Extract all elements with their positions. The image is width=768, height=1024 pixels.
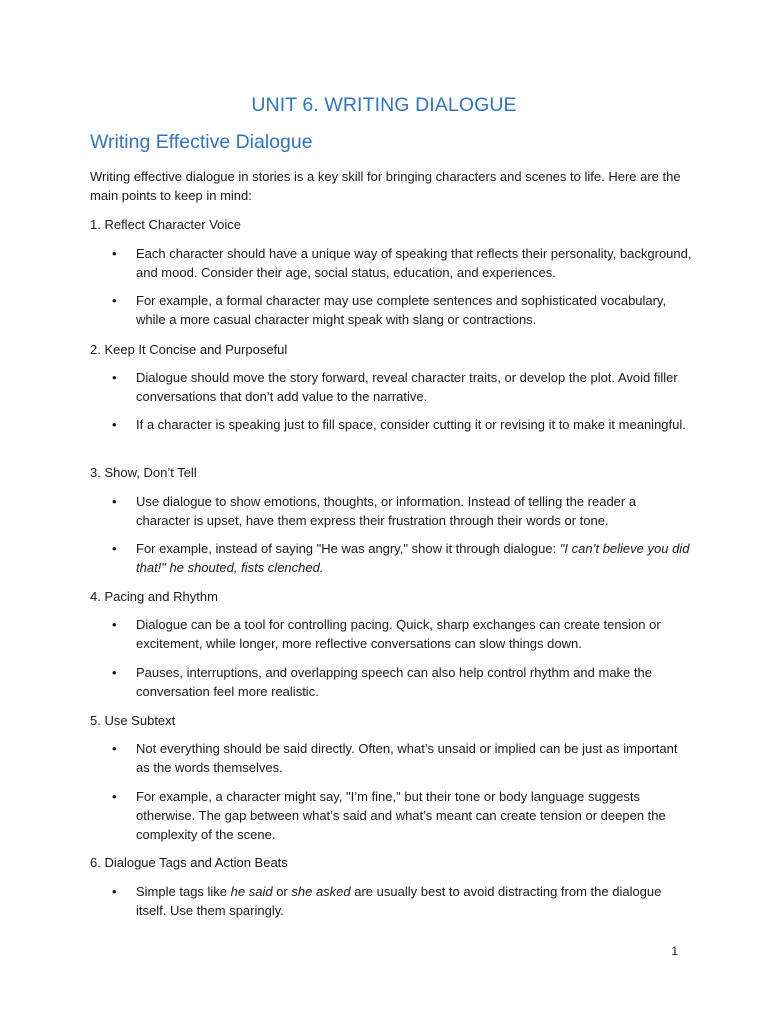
list-item-text: For example, a formal character may use complete sentences and sophisticated vocabulary, while a more casual character might speak with slang or contractions. — [136, 293, 667, 327]
page-number: 1 — [671, 944, 678, 958]
list-item — [112, 787, 692, 844]
list-item-text — [136, 882, 692, 920]
list-item — [112, 539, 692, 577]
subheading-reflect-character-voice: 1. Reflect Character Voice — [90, 217, 242, 232]
section-heading: Writing Effective Dialogue — [90, 131, 313, 153]
subheading-use-subtext: 5. Use Subtext — [90, 713, 176, 728]
bullet-icon: • — [112, 789, 117, 804]
list-item-text-plain: For example, instead of saying "He was angry," show it through dialogue: — [136, 541, 560, 556]
bullet-icon: • — [112, 617, 117, 632]
list-item-text: If a character is speaking just to fill space, consider cutting it or revising it to make it meaningful. — [136, 417, 686, 432]
list-item-text: Pauses, interruptions, and overlapping speech can also help control rhythm and make the conversation feel more realistic. — [136, 665, 652, 699]
bullet-icon: • — [112, 246, 117, 261]
list-item — [112, 291, 692, 329]
list-item — [112, 492, 692, 530]
bullet-icon: • — [112, 884, 117, 899]
bullet-icon: • — [112, 541, 117, 556]
list-item-text: For example, a character might say, "I’m fine," but their tone or body language suggests otherwise. The gap between what’s said and what’s meant can create tension or deepen the complexity of the scene. — [136, 789, 666, 842]
subheading-keep-it-concise: 2. Keep It Concise and Purposeful — [90, 342, 288, 357]
list-item-text — [136, 539, 692, 577]
tag-example-he-said: he said — [230, 884, 273, 899]
list-item-text-plain: are usually best to avoid distracting from the dialogue itself. Use them sparingly. — [136, 884, 662, 918]
list-item-text: Each character should have a unique way of speaking that reflects their personality, background, and mood. Consider their age, social status, education, and experiences. — [136, 246, 692, 280]
list-item-text: Not everything should be said directly. Often, what’s unsaid or implied can be just as important as the words themselves. — [136, 741, 678, 775]
bullet-icon: • — [112, 665, 117, 680]
unit-title: UNIT 6. WRITING DIALOGUE — [251, 94, 517, 116]
intro-paragraph: Writing effective dialogue in stories is a key skill for bringing characters and scenes to life. Here are the main points to keep in mind: — [90, 169, 681, 203]
list-item — [112, 739, 692, 777]
list-item-text: Dialogue can be a tool for controlling pacing. Quick, sharp exchanges can create tension or excitement, while longer, more reflective conversations can slow things down. — [136, 617, 661, 651]
list-item-text-plain: Simple tags like — [136, 884, 231, 899]
bullet-icon: • — [112, 741, 117, 756]
subheading-pacing-and-rhythm: 4. Pacing and Rhythm — [90, 589, 218, 604]
list-item — [112, 615, 692, 653]
bullet-icon: • — [112, 293, 117, 308]
bullet-icon: • — [112, 494, 117, 509]
subheading-show-dont-tell: 3. Show, Don’t Tell — [90, 465, 197, 480]
list-item — [112, 244, 692, 282]
list-item-text-plain: or — [272, 884, 292, 899]
subheading-dialogue-tags: 6. Dialogue Tags and Action Beats — [90, 855, 288, 870]
list-item — [112, 368, 692, 406]
bullet-icon: • — [112, 370, 117, 385]
list-item-text: Use dialogue to show emotions, thoughts, or information. Instead of telling the reader a character is upset, have them express their frustration through their words or tone. — [136, 494, 637, 528]
dialogue-example-quote: "I can’t believe you did that!" he shouted, fists clenched. — [136, 541, 690, 575]
tag-example-she-asked: she asked — [291, 884, 351, 899]
list-item — [112, 882, 692, 920]
list-item — [112, 415, 692, 434]
list-item-text: Dialogue should move the story forward, reveal character traits, or develop the plot. Avoid filler conversations that don’t add value to the narrative. — [136, 370, 678, 404]
list-item — [112, 663, 692, 701]
bullet-icon: • — [112, 417, 117, 432]
